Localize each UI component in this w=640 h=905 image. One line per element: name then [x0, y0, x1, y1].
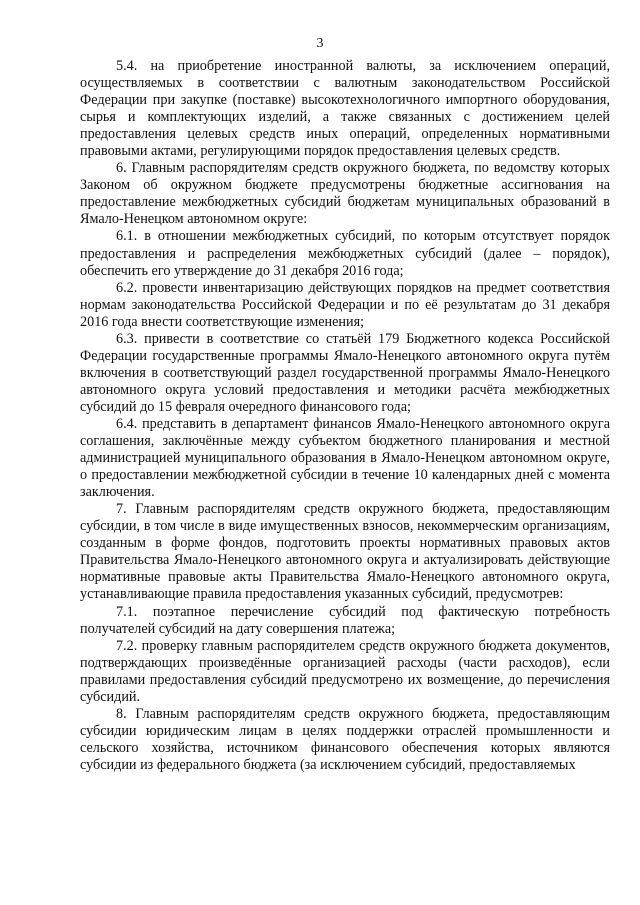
paragraph-7-1: 7.1. поэтапное перечисление субсидий под фактическую потребность получателей субсидий на дату совершения платежа;: [80, 603, 610, 637]
paragraph-6-4: 6.4. представить в департамент финансов Ямало-Ненецкого автономного округа соглашения, заключённые между субъектом бюджетного планирования и местной администрацией муниципального образования в Ямало-Ненецком автономном округе, о предоставлении межбюджетной субсидии в течение 10 календарных дней с момента заключения.: [80, 415, 610, 501]
page-number: 3: [316, 36, 324, 51]
paragraph-6-3: 6.3. привести в соответствие со статьёй 179 Бюджетного кодекса Российской Федерации государственные программы Ямало-Ненецкого автономного округа путём включения в соответствующий раздел государственной программы Ямало-Ненецкого автономного округа условий предоставления и методики расчёта межбюджетных субсидий до 15 февраля очередного финансового года;: [80, 330, 610, 415]
paragraph-7: 7. Главным распорядителям средств окружного бюджета, предоставляющим субсидии, в том числе в виде имущественных взносов, некоммерческим организациям, созданным в форме фондов, подготовить проекты нормативных правовых актов Правительства Ямало-Ненецкого автономного округа и актуализировать действующие нормативные правовые акты Правительства Ямало-Ненецкого автономного округа, устанавливающие правила предоставления указанных субсидий, предусмотрев:: [80, 501, 610, 603]
document-body: [80, 58, 610, 774]
paragraph-6-2: 6.2. провести инвентаризацию действующих порядков на предмет соответствия нормам законодательства Российской Федерации и по её результатам до 31 декабря 2016 года внести соответствующие изменения;: [80, 279, 610, 330]
paragraph-8: 8. Главным распорядителям средств окружного бюджета, предоставляющим субсидии юридическим лицам в целях поддержки отраслей промышленности и сельского хозяйства, источником финансового обеспечения которых являются субсидии из федерального бюджета (за исключением субсидий, предоставляемых: [80, 705, 610, 773]
paragraph-5-4: 5.4. на приобретение иностранной валюты, за исключением операций, осуществляемых в соответствии с валютным законодательством Российской Федерации при закупке (поставке) высокотехнологичного импортного оборудования, сырья и комплектующих изделий, а также связанных с достижением целей предоставления целевых средств иных операций, определенных нормативными правовыми актами, регулирующими порядок предоставления целевых средств.: [80, 58, 610, 160]
paragraph-7-2: 7.2. проверку главным распорядителем средств окружного бюджета документов, подтверждающих произведённые организацией расходы (части расходов), если правилами предоставления субсидий предусмотрено их возмещение, до перечисления субсидий.: [80, 637, 610, 705]
paragraph-6: 6. Главным распорядителям средств окружного бюджета, по ведомству которых Законом об окружном бюджете предусмотрены бюджетные ассигнования на предоставление межбюджетных субсидий бюджетам муниципальных образований в Ямало-Ненецком автономном округе:: [80, 160, 610, 228]
paragraph-6-1: 6.1. в отношении межбюджетных субсидий, по которым отсутствует порядок предоставления и распределения межбюджетных субсидий (далее – порядок), обеспечить его утверждение до 31 декабря 2016 года;: [80, 228, 610, 279]
